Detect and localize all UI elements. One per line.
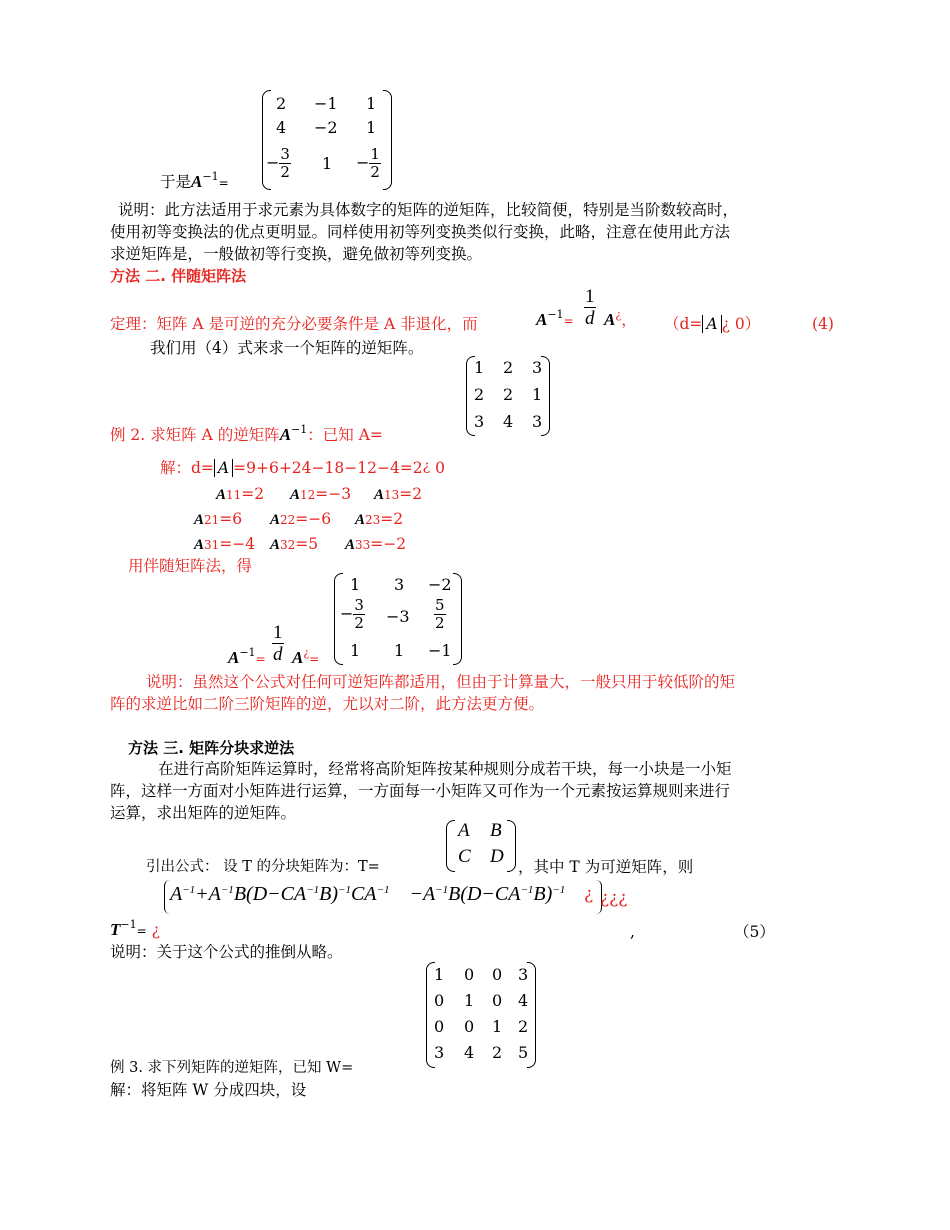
big-formula: $A^{-1}+A^{-1}B(D-CA^{-1}B)^{-1}CA^{-1}$ $-A^{-1}B(D-CA^{-1}B)^{-1}$ bbox=[170, 883, 566, 905]
method2-heading: 方法 二. 伴随矩阵法 bbox=[110, 267, 247, 285]
matrix-cell: 1 bbox=[366, 94, 377, 113]
inverse-result-matrix bbox=[262, 90, 392, 190]
matrix-cell: 1 bbox=[350, 575, 361, 594]
matrix-cell-fraction: $\frac{5}{2}$ bbox=[435, 596, 445, 632]
matrix-cell: 2 bbox=[474, 385, 485, 404]
matrix-cell-fraction: − $\frac{3}{2}$ bbox=[340, 596, 364, 632]
example3-matrix bbox=[426, 962, 536, 1068]
cofactor: A23=2 bbox=[355, 510, 404, 528]
matrix-cell: 0 bbox=[464, 965, 475, 984]
example3-solution: 解：将矩阵 W 分成四块，设 bbox=[110, 1081, 307, 1099]
theorem-text: 定理：矩阵 A 是可逆的充分必要条件是 A 非退化，而 bbox=[110, 315, 478, 333]
equation-number: （5） bbox=[734, 923, 775, 941]
matrix-cell-fraction: − $\frac{3}{2}$ bbox=[266, 145, 290, 181]
equation-number: (4) bbox=[812, 315, 834, 333]
method3-paragraph: 运算，求出矩阵的逆矩阵。 bbox=[110, 804, 297, 822]
matrix-cell: 0 bbox=[434, 1017, 445, 1036]
cofactor: A13=2 bbox=[374, 485, 423, 503]
matrix-cell: 0 bbox=[492, 965, 503, 984]
solution-determinant: 解：d= A =9+6+24−18−12−4=2¿ 0 bbox=[160, 458, 445, 477]
adjoint-method-text: 用伴随矩阵法，得 bbox=[128, 557, 253, 575]
matrix-cell: A bbox=[458, 820, 470, 841]
theorem-condition: （d= A ¿ 0） bbox=[664, 315, 761, 333]
derive-note: 说明：关于这个公式的推倒从略。 bbox=[110, 943, 343, 961]
matrix-cell: B bbox=[490, 820, 502, 841]
theorem-inverse-symbol: $A^{-1}=$ bbox=[536, 308, 574, 329]
note-line: 说明：此方法适用于求元素为具体数字的矩阵的逆矩阵，比较简便，特别是当阶数较高时， bbox=[118, 201, 739, 219]
theorem-fraction: $\frac{1}{d}$ bbox=[585, 286, 595, 329]
method2-note: 阵的求逆比如二阶三阶矩阵的逆，尤以对二阶，此方法更方便。 bbox=[110, 695, 545, 713]
adjoint-result-matrix bbox=[334, 573, 462, 665]
note-line: 使用初等变换法的优点更明显。同样使用初等列变换类似行变换，此略，注意在使用此方法 bbox=[110, 223, 731, 241]
matrix-cell: −1 bbox=[314, 94, 338, 113]
result-label: 于是$A^{-1}=$ bbox=[160, 170, 229, 191]
matrix-cell: 0 bbox=[492, 991, 503, 1010]
matrix-cell: −2 bbox=[314, 118, 338, 137]
cofactor: A33=−2 bbox=[345, 535, 407, 553]
matrix-cell: 3 bbox=[532, 358, 543, 377]
matrix-cell: 5 bbox=[518, 1043, 529, 1062]
matrix-cell: 3 bbox=[518, 965, 529, 984]
block-matrix bbox=[446, 820, 516, 872]
matrix-cell: 1 bbox=[492, 1017, 503, 1036]
matrix-cell: 1 bbox=[350, 641, 361, 660]
matrix-cell: 3 bbox=[474, 412, 485, 431]
cofactor: A11=2 bbox=[216, 485, 265, 503]
matrix-cell: 4 bbox=[518, 991, 529, 1010]
cofactor: A22=−6 bbox=[270, 510, 332, 528]
matrix-cell: 2 bbox=[503, 385, 514, 404]
matrix-cell: 1 bbox=[322, 154, 333, 173]
matrix-cell: 4 bbox=[464, 1043, 475, 1062]
matrix-cell-fraction: − $\frac{1}{2}$ bbox=[356, 145, 380, 181]
matrix-cell: −2 bbox=[428, 575, 452, 594]
matrix-cell: 3 bbox=[394, 575, 405, 594]
method3-paragraph: 阵，这样一方面对小矩阵进行运算，一方面每一小矩阵又可作为一个元素按运算规则来进行 bbox=[110, 782, 731, 800]
matrix-cell: −1 bbox=[428, 641, 452, 660]
matrix-cell: 4 bbox=[276, 118, 287, 137]
matrix-cell: 0 bbox=[464, 1017, 475, 1036]
usage-text: 我们用（4）式来求一个矩阵的逆矩阵。 bbox=[150, 339, 424, 357]
big-formula-tail: ¿ bbox=[584, 884, 594, 904]
matrix-cell: 2 bbox=[518, 1017, 529, 1036]
note-line: 求逆矩阵是，一般做初等行变换，避免做初等列变换。 bbox=[110, 245, 483, 263]
cofactor: A12=−3 bbox=[290, 485, 352, 503]
matrix-cell: 1 bbox=[474, 358, 485, 377]
example3-text: 例 3. 求下列矩阵的逆矩阵，已知 W= bbox=[110, 1060, 354, 1076]
matrix-cell: 1 bbox=[434, 965, 445, 984]
formula-comma: , bbox=[630, 923, 635, 941]
example2-text: 例 2. 求矩阵 A 的逆矩阵$A^{-1}$：已知 A= bbox=[110, 423, 383, 444]
method3-heading: 方法 三. 矩阵分块求逆法 bbox=[128, 739, 295, 757]
example2-matrix bbox=[466, 356, 550, 436]
matrix-cell: 2 bbox=[492, 1043, 503, 1062]
matrix-cell: 3 bbox=[532, 412, 543, 431]
method3-paragraph: 在进行高阶矩阵运算时，经常将高阶矩阵按某种规则分成若干块，每一小块是一小矩 bbox=[158, 760, 732, 778]
matrix-cell: 1 bbox=[464, 991, 475, 1010]
matrix-cell: 4 bbox=[503, 412, 514, 431]
cofactor: A32=5 bbox=[270, 535, 319, 553]
matrix-cell: 2 bbox=[503, 358, 514, 377]
big-formula-tail2: ¿¿¿ bbox=[600, 888, 628, 908]
matrix-cell: 3 bbox=[434, 1043, 445, 1062]
matrix-cell: 2 bbox=[276, 94, 287, 113]
matrix-cell: 1 bbox=[366, 118, 377, 137]
formula-intro-end: ，其中 T 为可逆矩阵，则 bbox=[518, 858, 694, 876]
matrix-cell: 1 bbox=[532, 385, 543, 404]
formula-intro: 引出公式： 设 T 的分块矩阵为：T= bbox=[146, 859, 380, 875]
cofactor: A21=6 bbox=[194, 510, 243, 528]
method2-note: 说明：虽然这个公式对任何可逆矩阵都适用，但由于计算量大，一般只用于较低阶的矩 bbox=[146, 673, 736, 691]
matrix-cell: C bbox=[458, 846, 471, 867]
matrix-cell: 0 bbox=[434, 991, 445, 1010]
matrix-cell: −3 bbox=[386, 607, 410, 626]
cofactor: A31=−4 bbox=[194, 535, 256, 553]
adjoint-formula: $A^{-1}=$ bbox=[228, 646, 266, 667]
adjoint-fraction: $\frac{1}{d}$ bbox=[273, 622, 283, 665]
matrix-cell: 1 bbox=[394, 641, 405, 660]
adjoint-A: A¿= bbox=[292, 646, 320, 667]
t-inverse-label: $T^{-1}=$ ¿ bbox=[110, 918, 160, 939]
matrix-cell: D bbox=[490, 846, 504, 867]
theorem-adjoint: A¿， bbox=[604, 308, 637, 329]
